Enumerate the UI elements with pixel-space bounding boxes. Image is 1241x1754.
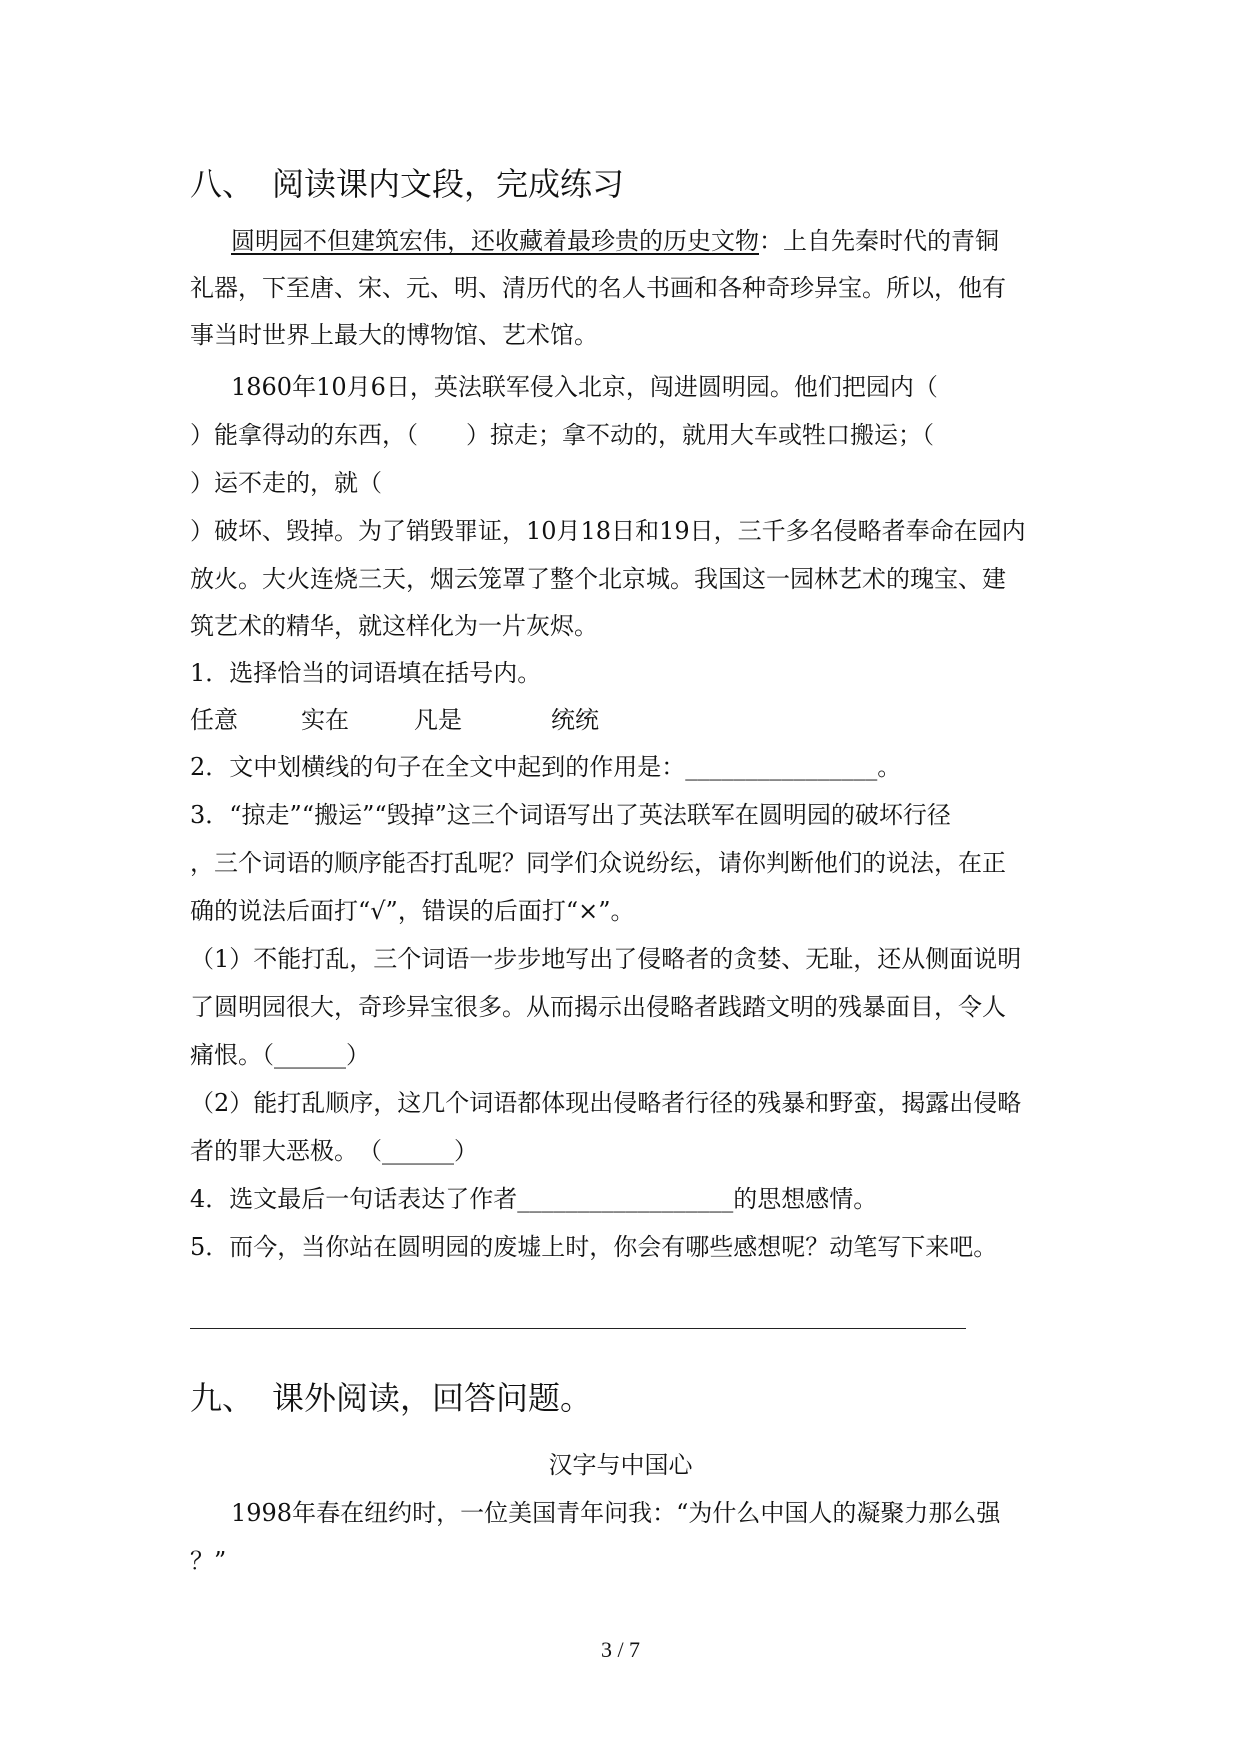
word-option: 任意 [190, 706, 238, 734]
question-3: ，三个词语的顺序能否打乱呢？同学们众说纷纭，请你判断他们的说法，在正 [190, 849, 1006, 877]
article-title: 汉字与中国心 [548, 1451, 693, 1479]
paragraph-line: 1860年10月6日，英法联军侵入北京，闯进圆明园。他们把园内（ [231, 373, 938, 401]
question-1: 1．选择恰当的词语填在括号内。 [190, 659, 542, 687]
section-8-heading [190, 164, 624, 204]
word-option: 统统 [551, 706, 599, 734]
answer-line [190, 1328, 966, 1329]
paragraph-line: ）能拿得动的东西，（ ）掠走；拿不动的，就用大车或牲口搬运；（ [190, 421, 934, 449]
word-option: 凡是 [414, 706, 462, 734]
paragraph-line: ）破坏、毁掉。为了销毁罪证，10月18日和19日，三千多名侵略者奉命在园内 [190, 517, 1026, 545]
paragraph-line: 1998年春在纽约时，一位美国青年问我：“为什么中国人的凝聚力那么强 [231, 1499, 1001, 1527]
question-2: 2．文中划横线的句子在全文中起到的作用是：________________。 [190, 753, 902, 781]
paragraph-line: ）运不走的，就（ [190, 469, 382, 497]
section-9-heading [190, 1378, 592, 1418]
question-3: 确的说法后面打“√”，错误的后面打“×”。 [190, 897, 635, 925]
section-title: 课外阅读，回答问题。 [272, 1379, 593, 1417]
question-3: 3．“掠走”“搬运”“毁掉”这三个词语写出了英法联军在圆明园的破坏行径 [190, 801, 951, 829]
paragraph-line: 放火。大火连烧三天，烟云笼罩了整个北京城。我国这一园林艺术的瑰宝、建 [190, 565, 1006, 593]
statement-1: 痛恨。（______） [190, 1041, 370, 1069]
section-title: 阅读课内文段，完成练习 [272, 165, 625, 203]
section-number: 九、 [190, 1379, 255, 1417]
paragraph-text: ：上自先秦时代的青铜 [759, 227, 999, 255]
paragraph-line: 事当时世界上最大的博物馆、艺术馆。 [190, 321, 598, 349]
word-option: 实在 [301, 706, 349, 734]
question-5: 5．而今，当你站在圆明园的废墟上时，你会有哪些感想呢？动笔写下来吧。 [190, 1233, 998, 1261]
section-number: 八、 [190, 165, 255, 203]
paragraph-line [231, 226, 999, 256]
page-number: 3 / 7 [600, 1637, 641, 1662]
paragraph-line: 礼器，下至唐、宋、元、明、清历代的名人书画和各种奇珍异宝。所以，他有 [190, 274, 1006, 302]
paragraph-line: ？” [190, 1547, 227, 1575]
statement-1: 了圆明园很大，奇珍异宝很多。从而揭示出侵略者践踏文明的残暴面目，令人 [190, 993, 1006, 1021]
question-4: 4．选文最后一句话表达了作者__________________的思想感情。 [190, 1185, 878, 1213]
underlined-sentence: 圆明园不但建筑宏伟，还收藏着最珍贵的历史文物 [231, 227, 759, 255]
paragraph-line: 筑艺术的精华，就这样化为一片灰烬。 [190, 612, 598, 640]
statement-2: （2）能打乱顺序，这几个词语都体现出侵略者行径的残暴和野蛮，揭露出侵略 [190, 1089, 1022, 1117]
statement-1: （1）不能打乱，三个词语一步步地写出了侵略者的贪婪、无耻，还从侧面说明 [190, 945, 1022, 973]
word-options [190, 705, 599, 735]
statement-2: 者的罪大恶极。 （______） [190, 1137, 478, 1165]
